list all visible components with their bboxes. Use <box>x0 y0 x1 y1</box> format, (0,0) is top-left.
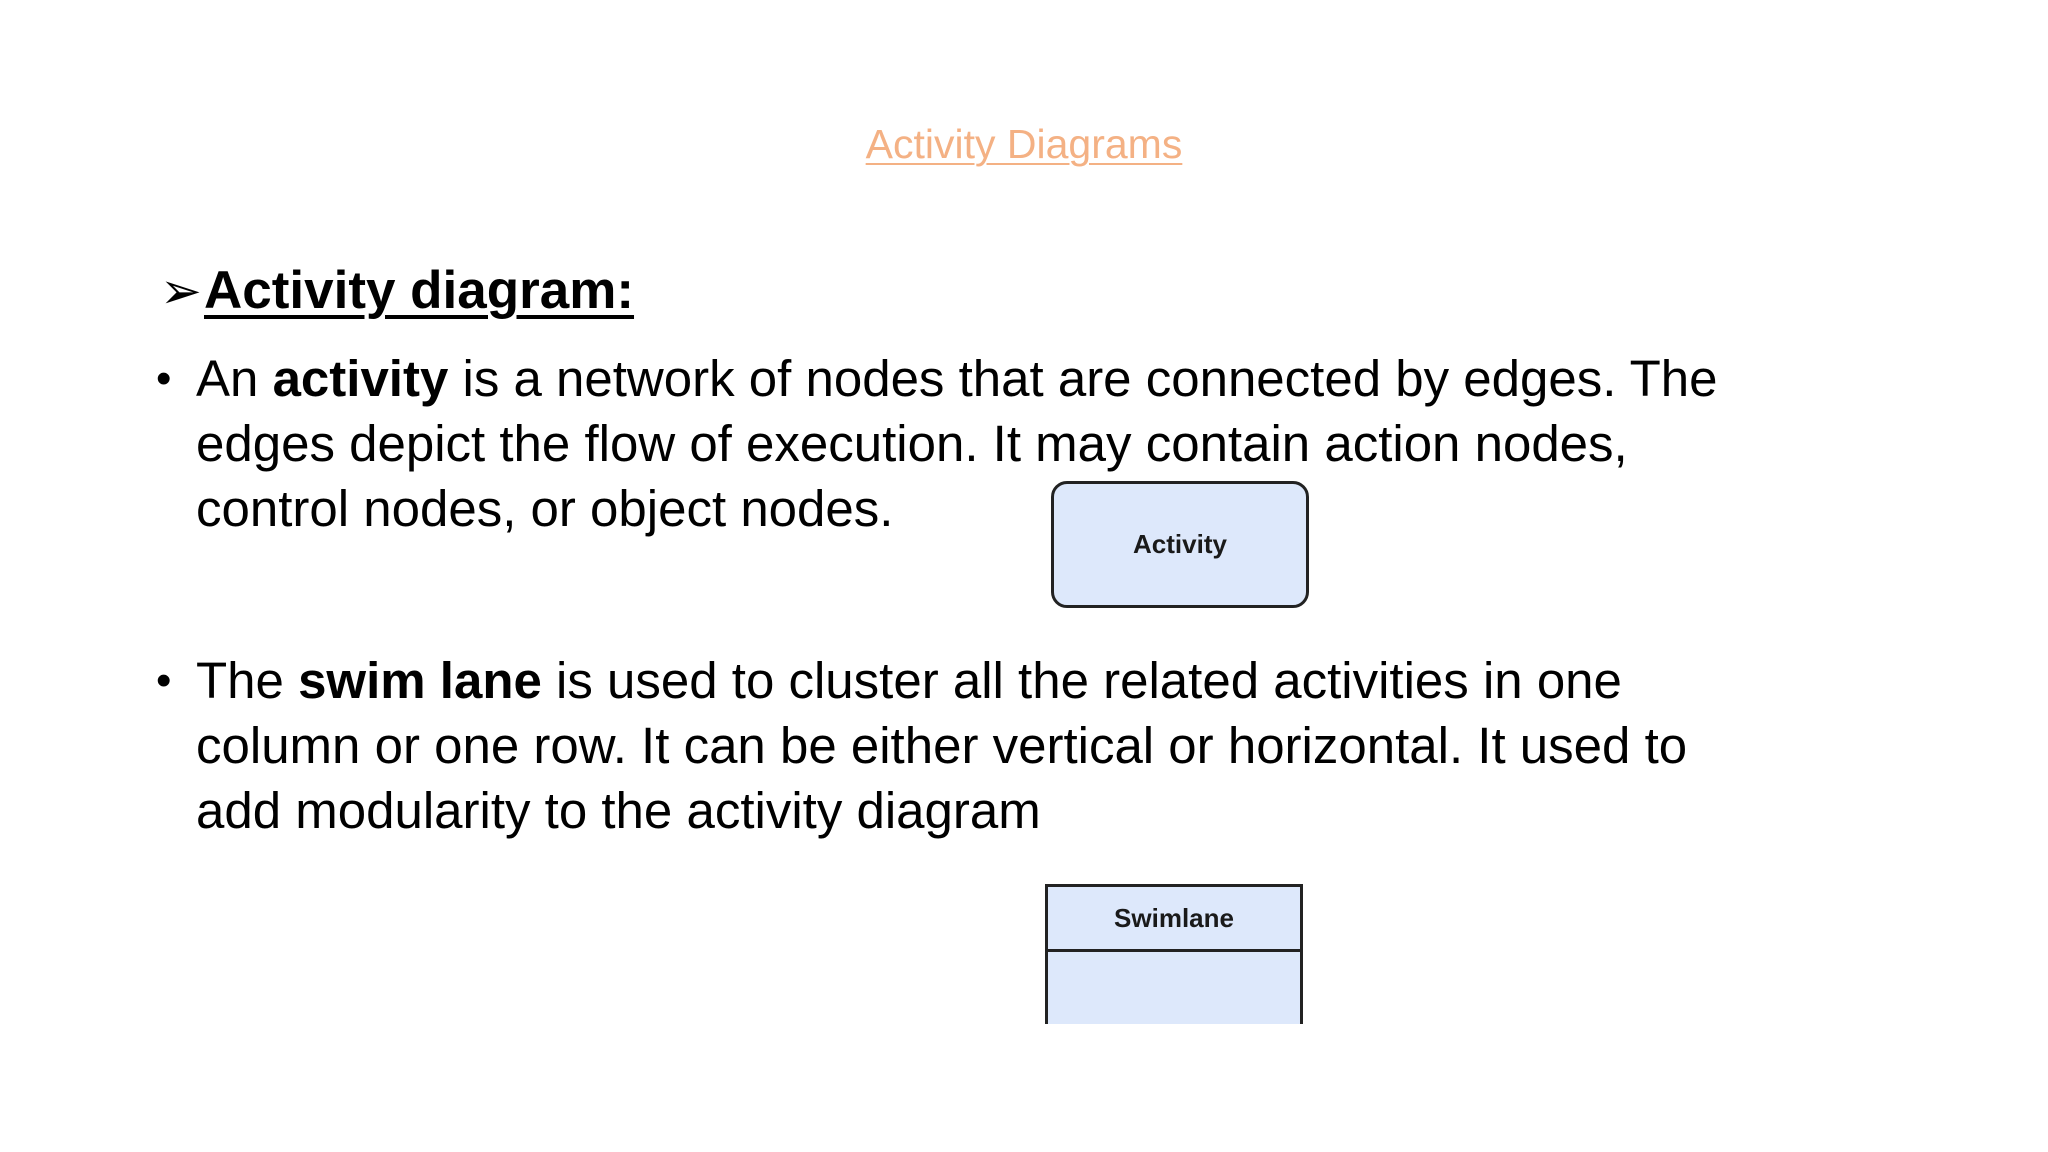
section-heading <box>160 256 634 326</box>
swimlane-shape <box>1045 884 1303 1024</box>
swimlane-label: Swimlane <box>1114 902 1234 933</box>
bullet-line: An activity is a network of nodes that are connected by edges. The <box>196 350 1718 407</box>
bullet-dot-icon: • <box>156 656 172 705</box>
bullet-line: The swim lane is used to cluster all the related activities in one <box>196 652 1622 709</box>
bold-term: swim lane <box>298 652 542 709</box>
slide-title: Activity Diagrams <box>865 121 1183 167</box>
bullet-swim-lane <box>156 648 1876 843</box>
bold-term: activity <box>272 350 449 407</box>
bullet-line: add modularity to the activity diagram <box>196 782 1041 839</box>
bullet-activity <box>156 346 1876 541</box>
bullet-line: control nodes, or object nodes. <box>196 480 894 537</box>
activity-node-label: Activity <box>1133 529 1227 559</box>
bullet-dot-icon: • <box>156 354 172 403</box>
bullet-line: column or one row. It can be either vertical or horizontal. It used to <box>196 717 1688 774</box>
swimlane-header <box>1048 887 1300 952</box>
section-heading-text: Activity diagram: <box>204 261 635 320</box>
activity-node-shape <box>1051 481 1309 608</box>
arrow-bullet-icon: ➢ <box>160 263 202 319</box>
bullet-line: edges depict the flow of execution. It may contain action nodes, <box>196 415 1628 472</box>
